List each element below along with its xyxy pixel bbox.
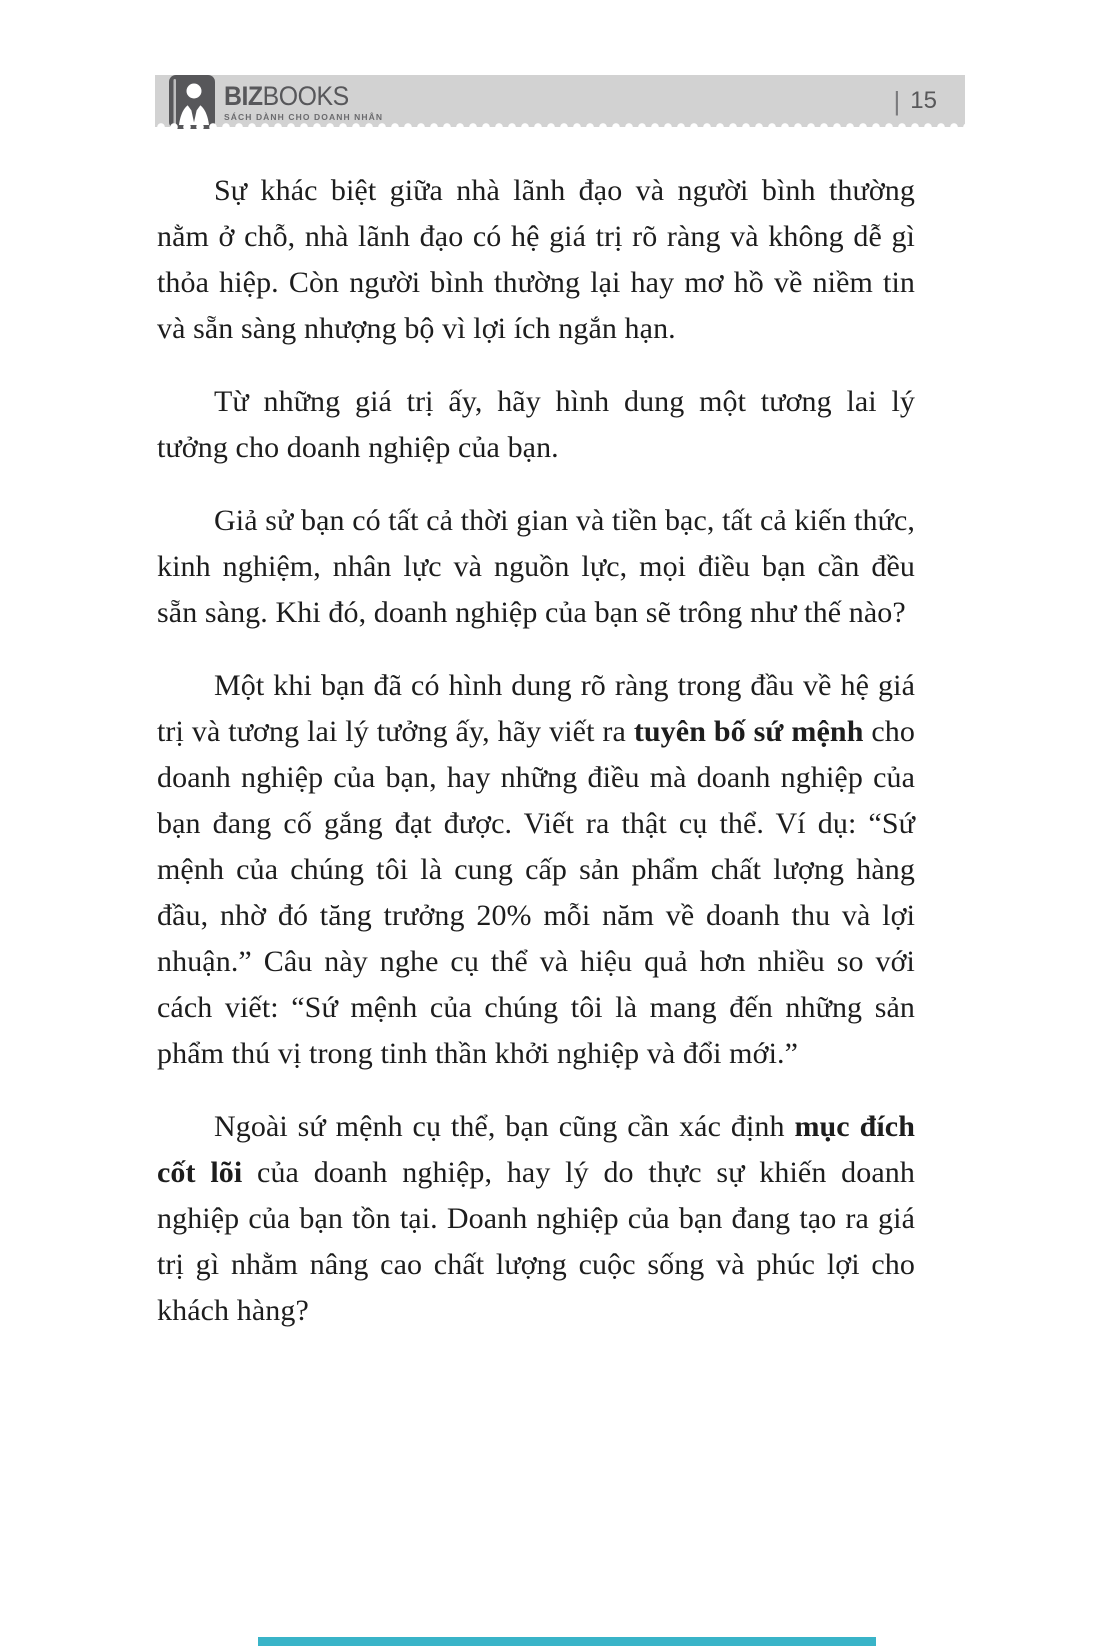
brand-tagline: SÁCH DÀNH CHO DOANH NHÂN [224,111,384,122]
footer-accent-bar [258,1637,876,1646]
brand-books: BOOKS [262,80,349,111]
page-number-value: 15 [910,87,937,114]
paragraph: Ngoài sứ mệnh cụ thể, bạn cũng cần xác định mục đích cốt lõi của doanh nghiệp, hay lý do thực sự khiến doanh nghiệp của bạn tồn tại. Doanh nghiệp của bạn đang tạo ra giá trị gì nhằm nâng cao chất lượng cuộc sống và phúc lợi cho khách hàng? [157,1110,915,1327]
page-number [894,86,937,117]
paragraph: Từ những giá trị ấy, hãy hình dung một tương lai lý tưởng cho doanh nghiệp của bạn. [157,385,915,464]
brand-name [224,80,370,111]
brand-biz: BIZ [224,80,263,111]
page-header [155,75,965,127]
bizbooks-logo [169,75,383,129]
paragraph: Một khi bạn đã có hình dung rõ ràng trong đầu về hệ giá trị và tương lai lý tưởng ấy, hãy viết ra tuyên bố sứ mệnh cho doanh nghiệp của bạn, hay những điều mà doanh nghiệp của bạn đang cố gắng đạt được. Viết ra thật cụ thể. Ví dụ: “Sứ mệnh của chúng tôi là cung cấp sản phẩm chất lượng hàng đầu, nhờ đó tăng trưởng 20% mỗi năm về doanh thu và lợi nhuận.” Câu này nghe cụ thể và hiệu quả hơn nhiều so với cách viết: “Sứ mệnh của chúng tôi là mang đến những sản phẩm thú vị trong tinh thần khởi nghiệp và đổi mới.” [157,669,916,1070]
page-body [157,168,915,1361]
paragraph: Sự khác biệt giữa nhà lãnh đạo và người bình thường nằm ở chỗ, nhà lãnh đạo có hệ giá trị rõ ràng và không dễ gì thỏa hiệp. Còn người bình thường lại hay mơ hồ về niềm tin và sẵn sàng nhượng bộ vì lợi ích ngắn hạn. [157,174,915,345]
page-number-separator: | [893,85,901,116]
paragraph: Giả sử bạn có tất cả thời gian và tiền bạc, tất cả kiến thức, kinh nghiệm, nhân lực và nguồn lực, mọi điều bạn cần đều sẵn sàng. Khi đó, doanh nghiệp của bạn sẽ trông như thế nào? [157,504,915,629]
businessman-book-icon [169,75,215,129]
